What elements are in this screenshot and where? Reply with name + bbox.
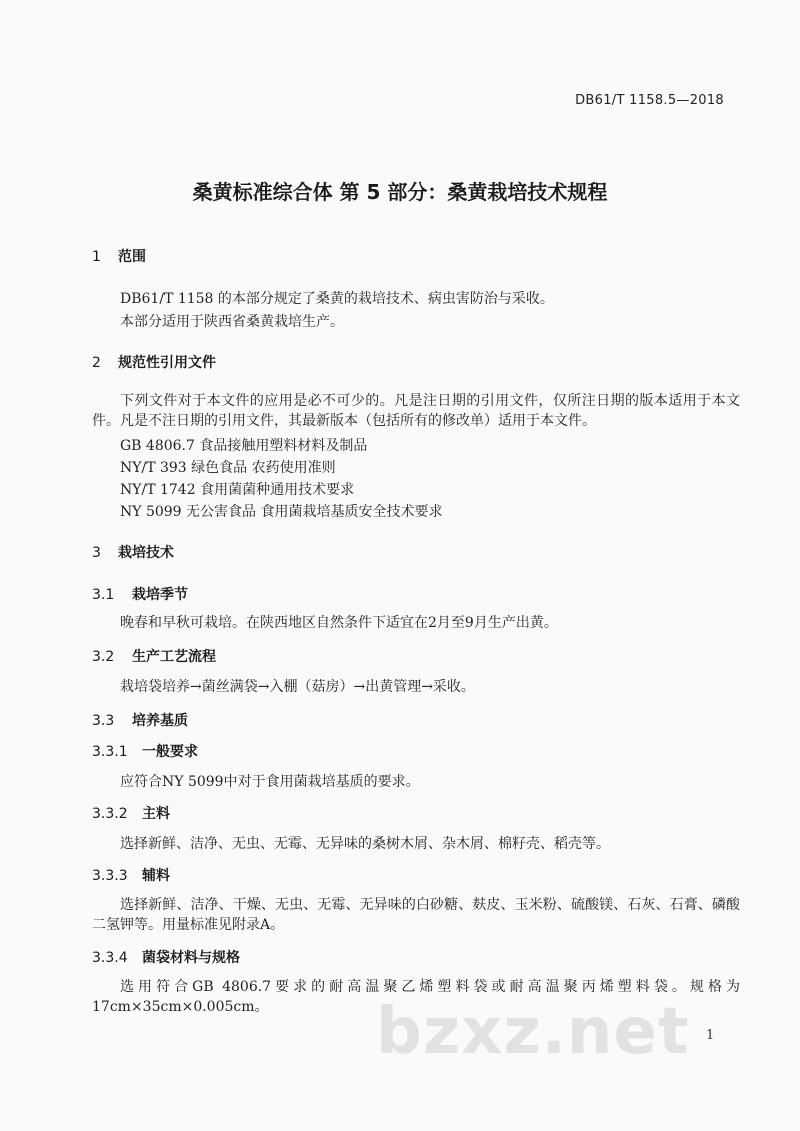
reference-item: NY/T 393 绿色食品 农药使用准则 xyxy=(120,460,336,476)
section-number: 1 xyxy=(92,249,101,265)
paragraph: 本部分适用于陕西省桑黄栽培生产。 xyxy=(120,314,344,330)
paragraph: 栽培袋培养→菌丝满袋→入棚（菇房）→出黄管理→采收。 xyxy=(120,679,475,695)
section-title: 栽培季节 xyxy=(132,587,188,603)
section-title: 生产工艺流程 xyxy=(132,649,216,665)
reference-item: NY/T 1742 食用菌菌种通用技术要求 xyxy=(120,482,355,498)
section-title: 菌袋材料与规格 xyxy=(142,950,240,966)
subsection-3-1-heading xyxy=(92,584,188,604)
reference-item: NY 5099 无公害食品 食用菌栽培基质安全技术要求 xyxy=(120,504,443,520)
watermark: bzxz.net xyxy=(376,995,690,1069)
paragraph: 晚春和早秋可栽培。在陕西地区自然条件下适宜在2月至9月生产出黄。 xyxy=(120,615,558,631)
section-title: 主料 xyxy=(142,806,170,822)
section-number: 3.3.1 xyxy=(92,744,128,760)
paragraph: DB61/T 1158 的本部分规定了桑黄的栽培技术、病虫害防治与采收。 xyxy=(120,291,554,307)
section-number: 3.3 xyxy=(92,713,115,729)
section-number: 3.3.2 xyxy=(92,806,128,822)
section-number: 3.2 xyxy=(92,649,115,665)
subsection-3-3-3-heading xyxy=(92,865,170,885)
section-number: 3 xyxy=(92,545,101,561)
subsection-3-3-4-heading xyxy=(92,947,240,967)
section-number: 3.3.3 xyxy=(92,868,128,884)
section-1-heading xyxy=(92,246,146,266)
reference-item: GB 4806.7 食品接触用塑料材料及制品 xyxy=(120,438,368,454)
paragraph: 选择新鲜、洁净、无虫、无霉、无异味的桑树木屑、杂木屑、棉籽壳、稻壳等。 xyxy=(120,836,610,852)
section-number: 3.1 xyxy=(92,587,115,603)
section-title: 辅料 xyxy=(142,868,170,884)
section-title: 培养基质 xyxy=(132,713,188,729)
section-number: 2 xyxy=(92,355,101,371)
subsection-3-3-heading xyxy=(92,710,188,730)
document-title: 桑黄标准综合体 第 5 部分：桑黄栽培技术规程 xyxy=(192,180,608,204)
section-title: 范围 xyxy=(118,249,146,265)
section-title: 栽培技术 xyxy=(118,545,174,561)
section-2-heading xyxy=(92,352,216,372)
paragraph: 选用符合GB 4806.7要求的耐高温聚乙烯塑料袋或耐高温聚丙烯塑料袋。规格为17cm×35cm×0.005cm。 xyxy=(92,979,740,1015)
page-number: 1 xyxy=(706,1028,715,1043)
section-title: 一般要求 xyxy=(142,744,198,760)
document-number: DB61/T 1158.5—2018 xyxy=(575,93,724,108)
section-3-heading xyxy=(92,542,174,562)
subsection-3-3-1-heading xyxy=(92,741,198,761)
paragraph: 下列文件对于本文件的应用是必不可少的。凡是注日期的引用文件，仅所注日期的版本适用于本文件。凡是不注日期的引用文件，其最新版本（包括所有的修改单）适用于本文件。 xyxy=(92,393,740,429)
section-title: 规范性引用文件 xyxy=(118,355,216,371)
subsection-3-3-2-heading xyxy=(92,803,170,823)
section-number: 3.3.4 xyxy=(92,950,128,966)
paragraph: 选择新鲜、洁净、干燥、无虫、无霉、无异味的白砂糖、麸皮、玉米粉、硫酸镁、石灰、石膏、磷酸二氢钾等。用量标准见附录A。 xyxy=(92,897,740,933)
subsection-3-2-heading xyxy=(92,646,216,666)
paragraph: 应符合NY 5099中对于食用菌栽培基质的要求。 xyxy=(120,774,420,790)
